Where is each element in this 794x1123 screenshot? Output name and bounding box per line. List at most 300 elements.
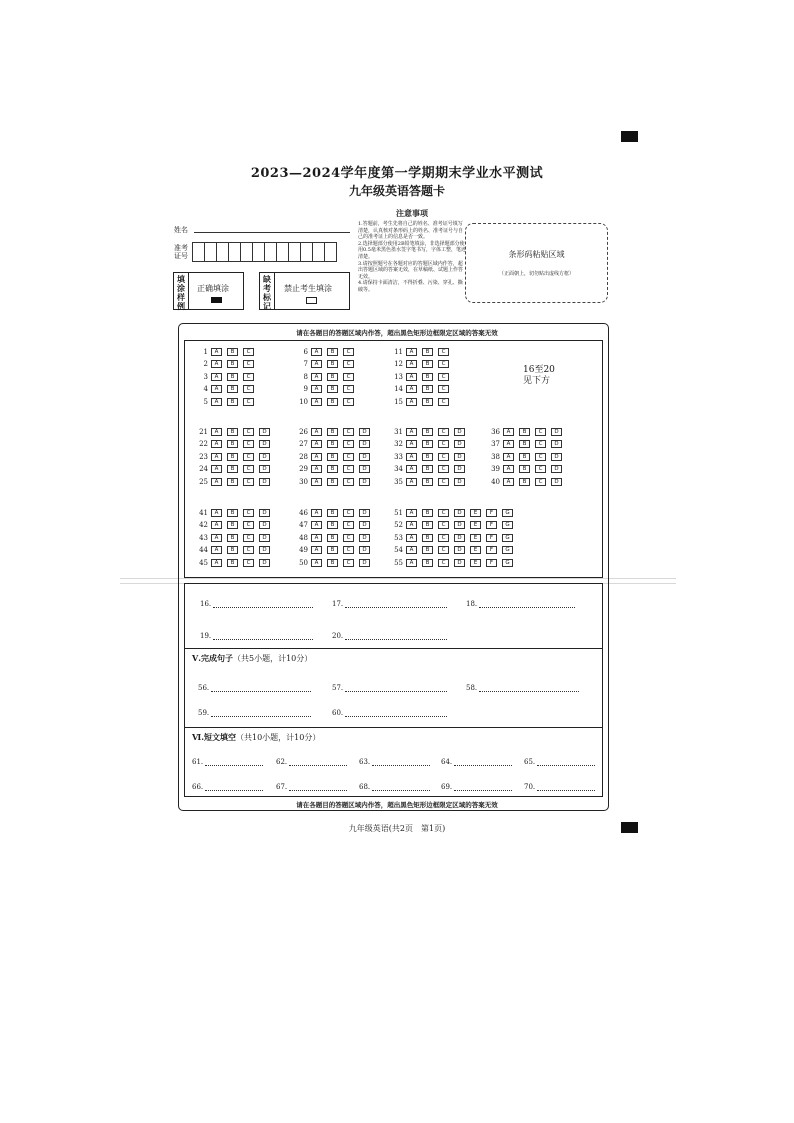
answer-bubble[interactable]: C <box>243 534 254 542</box>
answer-bubble[interactable]: B <box>227 465 238 473</box>
answer-bubble[interactable]: A <box>211 440 222 448</box>
answer-bubble[interactable]: A <box>311 521 322 529</box>
blank-number: 64. <box>441 758 453 766</box>
mc-question-row <box>385 397 454 406</box>
answer-bubble[interactable]: B <box>327 385 338 393</box>
answer-bubble[interactable]: C <box>343 385 354 393</box>
answer-bubble[interactable]: C <box>438 559 449 567</box>
answer-bubble[interactable]: C <box>535 453 546 461</box>
answer-bubble[interactable]: B <box>422 373 433 381</box>
answer-bubble[interactable]: A <box>406 478 417 486</box>
answer-bubble[interactable]: A <box>211 373 222 381</box>
answer-bubble[interactable]: B <box>227 559 238 567</box>
blank-number: 70. <box>524 783 536 791</box>
answer-bubble[interactable]: A <box>311 509 322 517</box>
answer-bubble[interactable]: D <box>454 428 465 436</box>
sheet-title: 2023—2024学年度第一学期期末学业水平测试 <box>250 166 544 181</box>
answer-bubble[interactable]: C <box>438 360 449 368</box>
answer-bubble[interactable]: E <box>470 559 481 567</box>
answer-bubble[interactable]: B <box>327 521 338 529</box>
answer-bubble[interactable]: D <box>454 521 465 529</box>
blank-line <box>479 685 579 692</box>
answer-bubble[interactable]: B <box>422 360 433 368</box>
answer-bubble[interactable]: A <box>311 398 322 406</box>
answer-blank-69[interactable] <box>441 783 512 791</box>
answer-bubble[interactable]: E <box>470 509 481 517</box>
answer-blank-20[interactable] <box>332 632 447 640</box>
notes-panel <box>358 208 466 294</box>
question-number: 33 <box>394 452 403 461</box>
answer-bubble[interactable]: A <box>503 465 514 473</box>
answer-bubble[interactable]: D <box>359 453 370 461</box>
mc-question-row <box>385 440 470 449</box>
question-number: 15 <box>394 397 403 406</box>
answer-bubble[interactable]: D <box>259 428 270 436</box>
answer-bubble[interactable]: D <box>551 428 562 436</box>
answer-bubble[interactable]: A <box>406 509 417 517</box>
answer-bubble[interactable]: F <box>486 521 497 529</box>
answer-bubble[interactable]: C <box>243 398 254 406</box>
answer-blank-16[interactable] <box>200 600 313 608</box>
answer-bubble[interactable]: C <box>535 465 546 473</box>
tag-char: 样 <box>177 292 185 302</box>
answer-bubble[interactable]: B <box>227 509 238 517</box>
answer-bubble[interactable]: D <box>359 440 370 448</box>
answer-bubble[interactable]: C <box>438 465 449 473</box>
answer-bubble[interactable]: B <box>519 428 530 436</box>
answer-blank-18[interactable] <box>466 600 575 608</box>
answer-bubble[interactable]: C <box>438 453 449 461</box>
answer-bubble[interactable]: A <box>406 428 417 436</box>
answer-bubble[interactable]: B <box>327 373 338 381</box>
answer-bubble[interactable]: B <box>227 428 238 436</box>
blank-line <box>537 784 595 791</box>
answer-bubble[interactable]: B <box>227 534 238 542</box>
answer-bubble[interactable]: G <box>502 509 513 517</box>
answer-bubble[interactable]: B <box>422 546 433 554</box>
answer-bubble[interactable]: B <box>422 453 433 461</box>
exam-id-digit-box[interactable] <box>324 242 337 262</box>
answer-bubble[interactable]: B <box>227 453 238 461</box>
answer-bubble[interactable]: G <box>502 534 513 542</box>
answer-bubble[interactable]: C <box>343 465 354 473</box>
answer-bubble[interactable]: B <box>422 521 433 529</box>
answer-bubble[interactable]: C <box>438 521 449 529</box>
answer-blank-67[interactable] <box>276 783 347 791</box>
answer-bubble[interactable]: E <box>470 546 481 554</box>
mc-question-row <box>190 546 275 555</box>
answer-bubble[interactable]: B <box>327 398 338 406</box>
answer-bubble[interactable]: C <box>243 440 254 448</box>
answer-bubble[interactable]: A <box>211 360 222 368</box>
answer-bubble[interactable]: B <box>227 398 238 406</box>
mc-question-row <box>385 558 518 567</box>
answer-bubble[interactable]: B <box>422 509 433 517</box>
answer-bubble[interactable]: F <box>486 534 497 542</box>
answer-bubble[interactable]: A <box>406 360 417 368</box>
answer-bubble[interactable]: D <box>359 559 370 567</box>
tag-char: 标 <box>263 292 271 302</box>
answer-bubble[interactable]: C <box>343 348 354 356</box>
answer-bubble[interactable]: B <box>519 478 530 486</box>
name-label: 姓名 <box>174 226 188 234</box>
answer-bubble[interactable]: A <box>311 440 322 448</box>
mc-question-row <box>290 360 359 369</box>
answer-bubble[interactable]: D <box>259 559 270 567</box>
question-number: 9 <box>303 385 308 393</box>
mc-question-row <box>385 347 454 356</box>
answer-bubble[interactable]: D <box>359 428 370 436</box>
question-number: 35 <box>394 477 403 486</box>
question-number: 2 <box>203 360 208 368</box>
answer-bubble[interactable]: G <box>502 559 513 567</box>
answer-bubble[interactable]: B <box>227 348 238 356</box>
answer-bubble[interactable]: A <box>503 453 514 461</box>
answer-bubble[interactable]: C <box>438 398 449 406</box>
name-input-line[interactable] <box>194 225 350 233</box>
question-number: 29 <box>299 465 308 473</box>
answer-bubble[interactable]: C <box>243 453 254 461</box>
answer-bubble[interactable]: A <box>406 521 417 529</box>
answer-bubble[interactable]: D <box>551 453 562 461</box>
answer-bubble[interactable]: C <box>343 509 354 517</box>
answer-bubble[interactable]: A <box>406 546 417 554</box>
answer-bubble[interactable]: A <box>311 373 322 381</box>
answer-bubble[interactable]: B <box>422 465 433 473</box>
blank-number: 16. <box>200 600 212 608</box>
answer-bubble[interactable]: D <box>259 465 270 473</box>
note-line: 16至20 <box>523 365 555 375</box>
answer-blank-60[interactable] <box>332 709 447 717</box>
answer-blank-56[interactable] <box>198 684 311 692</box>
answer-bubble[interactable]: D <box>259 521 270 529</box>
answer-bubble[interactable]: A <box>503 478 514 486</box>
blank-line <box>345 601 447 608</box>
section-score-text: （共5小题，计10分） <box>233 654 313 663</box>
answer-bubble[interactable]: B <box>227 478 238 486</box>
question-number: 43 <box>199 533 208 542</box>
question-number: 13 <box>394 372 403 381</box>
blank-line <box>537 759 595 766</box>
answer-bubble[interactable]: C <box>438 478 449 486</box>
answer-bubble[interactable]: C <box>535 440 546 448</box>
answer-blank-17[interactable] <box>332 600 447 608</box>
answer-bubble[interactable]: A <box>311 478 322 486</box>
answer-bubble[interactable]: B <box>422 398 433 406</box>
answer-blank-64[interactable] <box>441 758 512 766</box>
mc-question-row <box>190 452 275 461</box>
answer-blank-61[interactable] <box>192 758 263 766</box>
answer-bubble[interactable]: B <box>422 478 433 486</box>
answer-bubble[interactable]: D <box>259 478 270 486</box>
answer-bubble[interactable]: A <box>311 348 322 356</box>
answer-blank-63[interactable] <box>359 758 430 766</box>
answer-bubble[interactable]: A <box>211 478 222 486</box>
answer-blank-62[interactable] <box>276 758 347 766</box>
answer-bubble[interactable]: A <box>311 428 322 436</box>
answer-bubble[interactable]: B <box>327 509 338 517</box>
answer-bubble[interactable]: A <box>211 509 222 517</box>
answer-bubble[interactable]: B <box>422 534 433 542</box>
question-number: 6 <box>303 347 308 356</box>
answer-bubble[interactable]: D <box>454 509 465 517</box>
answer-bubble[interactable]: B <box>327 534 338 542</box>
answer-bubble[interactable]: D <box>359 465 370 473</box>
answer-bubble[interactable]: A <box>311 559 322 567</box>
filled-sample-mark <box>211 297 222 303</box>
answer-bubble[interactable]: C <box>243 546 254 554</box>
answer-bubble[interactable]: A <box>406 385 417 393</box>
question-number: 21 <box>199 427 208 436</box>
answer-bubble[interactable]: C <box>343 440 354 448</box>
answer-bubble[interactable]: A <box>211 428 222 436</box>
answer-bubble[interactable]: D <box>454 465 465 473</box>
answer-bubble[interactable]: E <box>470 521 481 529</box>
answer-bubble[interactable]: B <box>327 428 338 436</box>
corner-mark <box>621 131 638 142</box>
answer-bubble[interactable]: D <box>259 453 270 461</box>
answer-bubble[interactable]: B <box>519 465 530 473</box>
mc-question-row <box>385 452 470 461</box>
answer-blank-68[interactable] <box>359 783 430 791</box>
exam-id-boxes[interactable] <box>192 242 336 262</box>
answer-bubble[interactable]: C <box>438 385 449 393</box>
answer-bubble[interactable]: A <box>406 373 417 381</box>
answer-bubble[interactable]: D <box>551 440 562 448</box>
answer-bubble[interactable]: A <box>406 440 417 448</box>
answer-bubble[interactable]: A <box>406 559 417 567</box>
answer-bubble[interactable]: A <box>311 546 322 554</box>
answer-bubble[interactable]: C <box>343 398 354 406</box>
answer-bubble[interactable]: D <box>259 440 270 448</box>
answer-bubble[interactable]: C <box>535 478 546 486</box>
answer-bubble[interactable]: C <box>438 348 449 356</box>
question-number: 26 <box>299 427 308 436</box>
answer-bubble[interactable]: D <box>359 509 370 517</box>
barcode-hint: （正面朝上，切勿贴出虚线方框） <box>498 271 574 277</box>
answer-bubble[interactable]: C <box>343 534 354 542</box>
answer-blank-58[interactable] <box>466 684 579 692</box>
answer-bubble[interactable]: D <box>359 478 370 486</box>
answer-bubble[interactable]: C <box>438 373 449 381</box>
absent-mark-box <box>259 272 350 310</box>
answer-bubble[interactable]: A <box>311 534 322 542</box>
answer-bubble[interactable]: C <box>343 478 354 486</box>
answer-bubble[interactable]: D <box>359 546 370 554</box>
answer-blank-65[interactable] <box>524 758 595 766</box>
mc-question-row <box>290 372 359 381</box>
answer-bubble[interactable]: B <box>422 385 433 393</box>
question-number: 40 <box>491 477 500 486</box>
answer-bubble[interactable]: C <box>343 453 354 461</box>
answer-bubble[interactable]: E <box>470 534 481 542</box>
answer-bubble[interactable]: A <box>211 534 222 542</box>
answer-bubble[interactable]: D <box>454 478 465 486</box>
answer-bubble[interactable]: B <box>422 428 433 436</box>
answer-bubble[interactable]: G <box>502 521 513 529</box>
answer-bubble[interactable]: B <box>227 360 238 368</box>
answer-bubble[interactable]: C <box>438 509 449 517</box>
answer-bubble[interactable]: C <box>343 559 354 567</box>
absent-tag <box>260 273 275 309</box>
answer-bubble[interactable]: A <box>311 453 322 461</box>
answer-bubble[interactable]: D <box>259 509 270 517</box>
answer-bubble[interactable]: C <box>438 428 449 436</box>
answer-blank-19[interactable] <box>200 632 313 640</box>
answer-bubble[interactable]: C <box>438 534 449 542</box>
answer-bubble[interactable]: A <box>406 398 417 406</box>
answer-bubble[interactable]: A <box>406 534 417 542</box>
answer-bubble[interactable]: B <box>327 478 338 486</box>
answer-bubble[interactable]: B <box>227 385 238 393</box>
mc-question-row <box>385 477 470 486</box>
answer-bubble[interactable]: C <box>243 509 254 517</box>
answer-bubble[interactable]: A <box>211 398 222 406</box>
answer-bubble[interactable]: D <box>551 465 562 473</box>
note-item: 2.选择题部分使用2B铅笔填涂，非选择题部分使用0.5毫米黑色墨水签字笔书写，字体工整，笔迹清楚。 <box>358 240 466 260</box>
answer-bubble[interactable]: A <box>406 453 417 461</box>
answer-bubble[interactable]: D <box>259 534 270 542</box>
answer-bubble[interactable]: A <box>211 385 222 393</box>
blank-line <box>211 685 311 692</box>
answer-bubble[interactable]: D <box>551 478 562 486</box>
mc-question-row <box>385 360 454 369</box>
blank-number: 58. <box>466 684 478 692</box>
blank-line <box>345 710 447 717</box>
answer-bubble[interactable]: C <box>243 465 254 473</box>
answer-bubble[interactable]: C <box>438 440 449 448</box>
answer-bubble[interactable]: C <box>243 559 254 567</box>
blank-number: 59. <box>198 709 210 717</box>
answer-bubble[interactable]: B <box>422 440 433 448</box>
answer-bubble[interactable]: C <box>343 373 354 381</box>
answer-bubble[interactable]: A <box>406 348 417 356</box>
blank-line <box>289 784 347 791</box>
answer-bubble[interactable]: C <box>243 348 254 356</box>
answer-blank-70[interactable] <box>524 783 595 791</box>
answer-bubble[interactable]: A <box>211 521 222 529</box>
question-number: 48 <box>299 533 308 542</box>
answer-bubble[interactable]: C <box>243 360 254 368</box>
answer-bubble[interactable]: A <box>211 453 222 461</box>
answer-blank-66[interactable] <box>192 783 263 791</box>
answer-bubble[interactable]: C <box>343 360 354 368</box>
answer-bubble[interactable]: A <box>311 385 322 393</box>
question-number: 28 <box>299 452 308 461</box>
answer-bubble[interactable]: B <box>227 373 238 381</box>
answer-bubble[interactable]: A <box>211 465 222 473</box>
mc-question-row <box>290 385 359 394</box>
note-item: 1.答题前，考生先将自己的姓名、准考证号填写清楚，认真核对条形码上的姓名、准考证号与自己的准考证上的信息是否一致。 <box>358 221 464 241</box>
answer-bubble[interactable]: A <box>406 465 417 473</box>
section-score-text: （共10小题，计10分） <box>235 733 321 742</box>
answer-bubble[interactable]: C <box>243 373 254 381</box>
answer-bubble[interactable]: F <box>486 509 497 517</box>
answer-bubble[interactable]: B <box>327 348 338 356</box>
answer-bubble[interactable]: B <box>327 546 338 554</box>
answer-bubble[interactable]: B <box>422 559 433 567</box>
answer-bubble[interactable]: B <box>227 440 238 448</box>
question-number: 12 <box>394 360 403 368</box>
answer-bubble[interactable]: A <box>211 546 222 554</box>
blank-number: 69. <box>441 783 453 791</box>
blank-line <box>205 759 263 766</box>
barcode-area[interactable] <box>465 223 608 303</box>
answer-blank-57[interactable] <box>332 684 447 692</box>
tag-char: 记 <box>263 301 271 311</box>
answer-bubble[interactable]: C <box>343 521 354 529</box>
answer-bubble[interactable]: D <box>454 534 465 542</box>
mc-question-row <box>482 477 567 486</box>
mc-question-row <box>290 533 375 542</box>
answer-bubble[interactable]: D <box>454 440 465 448</box>
answer-bubble[interactable]: F <box>486 546 497 554</box>
fill-example-tag <box>174 273 189 309</box>
blank-line <box>372 784 430 791</box>
answer-bubble[interactable]: B <box>227 521 238 529</box>
answer-bubble[interactable]: B <box>519 440 530 448</box>
mc-question-row <box>290 440 375 449</box>
answer-bubble[interactable]: B <box>327 465 338 473</box>
answer-bubble[interactable]: A <box>211 559 222 567</box>
answer-bubble[interactable]: A <box>211 348 222 356</box>
question-number: 31 <box>394 427 403 436</box>
answer-bubble[interactable]: D <box>454 559 465 567</box>
answer-bubble[interactable]: A <box>503 428 514 436</box>
answer-bubble[interactable]: C <box>343 546 354 554</box>
answer-bubble[interactable]: A <box>311 360 322 368</box>
blank-line <box>372 759 430 766</box>
answer-bubble[interactable]: B <box>327 360 338 368</box>
answer-bubble[interactable]: C <box>343 428 354 436</box>
answer-bubble[interactable]: D <box>454 546 465 554</box>
answer-bubble[interactable]: D <box>359 534 370 542</box>
answer-bubble[interactable]: A <box>503 440 514 448</box>
fill-example-box <box>173 272 244 310</box>
answer-bubble[interactable]: B <box>519 453 530 461</box>
question-number: 24 <box>199 465 208 473</box>
answer-bubble[interactable]: B <box>422 348 433 356</box>
answer-bubble[interactable]: C <box>438 546 449 554</box>
notes-title: 注意事项 <box>396 208 428 218</box>
answer-bubble[interactable]: D <box>359 521 370 529</box>
answer-bubble[interactable]: D <box>259 546 270 554</box>
absent-checkbox[interactable] <box>306 297 317 304</box>
mc-question-row <box>190 440 275 449</box>
answer-bubble[interactable]: A <box>311 465 322 473</box>
answer-bubble[interactable]: B <box>227 546 238 554</box>
answer-bubble[interactable]: B <box>327 453 338 461</box>
answer-bubble[interactable]: B <box>327 440 338 448</box>
blank-line <box>345 633 447 640</box>
question-number: 49 <box>299 546 308 554</box>
answer-bubble[interactable]: C <box>243 478 254 486</box>
answer-blank-59[interactable] <box>198 709 311 717</box>
answer-bubble[interactable]: F <box>486 559 497 567</box>
answer-bubble[interactable]: G <box>502 546 513 554</box>
question-number: 7 <box>303 360 308 368</box>
answer-bubble[interactable]: C <box>243 385 254 393</box>
answer-bubble[interactable]: B <box>327 559 338 567</box>
question-number: 52 <box>394 521 403 529</box>
question-number: 46 <box>299 508 308 517</box>
answer-bubble[interactable]: D <box>454 453 465 461</box>
mc-question-row <box>385 533 518 542</box>
answer-bubble[interactable]: C <box>243 428 254 436</box>
answer-bubble[interactable]: C <box>243 521 254 529</box>
mc-question-row <box>190 521 275 530</box>
answer-bubble[interactable]: C <box>535 428 546 436</box>
